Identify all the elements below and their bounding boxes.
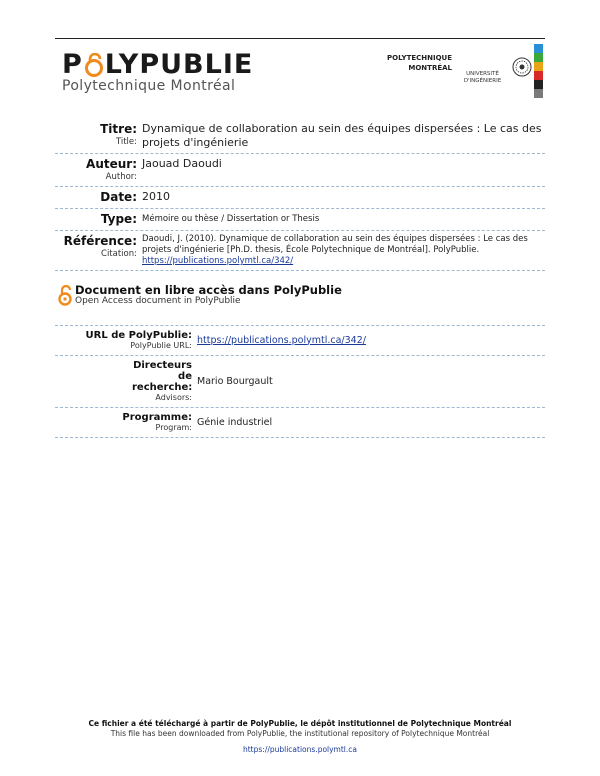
open-access-icon bbox=[58, 285, 72, 311]
color-bar-red bbox=[534, 71, 543, 80]
institution-line-2: MONTRÉAL bbox=[408, 64, 452, 72]
polypublie-url-label-fr: URL de PolyPublie: bbox=[85, 330, 192, 341]
program-row bbox=[55, 408, 545, 438]
polypublie-url-label-en: PolyPublie URL: bbox=[130, 341, 192, 350]
program-label-en: Program: bbox=[155, 423, 192, 432]
record-details bbox=[55, 325, 545, 438]
header-rule bbox=[55, 38, 545, 39]
color-bar-blue bbox=[534, 44, 543, 53]
color-bar-grey bbox=[534, 89, 543, 98]
citation-link[interactable]: https://publications.polymtl.ca/342/ bbox=[142, 256, 294, 266]
type-row bbox=[55, 209, 545, 231]
advisors-label-fr: Directeurs de recherche: bbox=[132, 360, 193, 393]
open-access-subtitle: Open Access document in PolyPublie bbox=[75, 296, 241, 306]
polypublie-url-label bbox=[55, 330, 197, 351]
citation-row bbox=[55, 231, 545, 271]
type-value: Mémoire ou thèse / Dissertation or Thesis bbox=[142, 214, 320, 224]
header bbox=[55, 38, 545, 106]
title-label-fr: Titre: bbox=[100, 122, 137, 136]
citation-label bbox=[55, 234, 140, 267]
date-label bbox=[55, 190, 140, 205]
advisors-label-en: Advisors: bbox=[155, 393, 192, 402]
program-value: Génie industriel bbox=[197, 416, 273, 428]
advisors-value: Mario Bourgault bbox=[197, 375, 273, 387]
title-row bbox=[55, 119, 545, 154]
title-label-en: Title: bbox=[115, 137, 137, 147]
author-label bbox=[55, 157, 140, 183]
polypublie-url-row bbox=[55, 326, 545, 356]
logo-subtitle: Polytechnique Montréal bbox=[62, 78, 236, 94]
brand-color-bars bbox=[534, 44, 543, 98]
title-value: Dynamique de collaboration au sein des équipes dispersées : Le cas des projets d'ingénierie bbox=[142, 122, 542, 149]
citation-label-fr: Référence: bbox=[63, 234, 137, 248]
institution-line-1: POLYTECHNIQUE bbox=[387, 54, 452, 62]
university-line-2: D'INGÉNIERIE bbox=[463, 78, 502, 84]
logo-letter-p: P bbox=[62, 49, 83, 80]
footer-line-fr: Ce fichier a été téléchargé à partir de PolyPublie, le dépôt institutionnel de Polytechnique Montréal bbox=[88, 719, 512, 728]
open-access-banner bbox=[58, 283, 548, 313]
university-tagline bbox=[455, 71, 510, 85]
logo-letters-rest: LYPUBLIE bbox=[104, 49, 254, 80]
open-lock-icon bbox=[84, 53, 104, 75]
polypublie-url-link[interactable]: https://publications.polymtl.ca/342/ bbox=[197, 334, 366, 346]
author-label-fr: Auteur: bbox=[86, 157, 137, 171]
author-value: Jaouad Daoudi bbox=[142, 157, 222, 170]
footer-url-link[interactable]: https://publications.polymtl.ca bbox=[242, 745, 357, 754]
logo-wordmark bbox=[62, 50, 253, 80]
date-value: 2010 bbox=[142, 190, 170, 203]
citation-value bbox=[140, 234, 545, 267]
type-label bbox=[55, 212, 140, 227]
open-access-title: Document en libre accès dans PolyPublie bbox=[75, 283, 342, 297]
seal-icon bbox=[512, 47, 532, 101]
footer bbox=[0, 719, 600, 755]
citation-label-en: Citation: bbox=[101, 249, 137, 259]
color-bar-green bbox=[534, 53, 543, 62]
author-row bbox=[55, 154, 545, 187]
author-label-en: Author: bbox=[105, 172, 137, 182]
date-label-fr: Date: bbox=[100, 190, 137, 204]
date-row bbox=[55, 187, 545, 209]
university-line-1: UNIVERSITÉ bbox=[466, 71, 499, 77]
type-label-fr: Type: bbox=[100, 212, 137, 226]
program-label bbox=[55, 412, 197, 433]
color-bar-black bbox=[534, 80, 543, 89]
metadata-table bbox=[55, 119, 545, 271]
polypublie-logo bbox=[62, 50, 253, 94]
polytechnique-logo bbox=[385, 44, 545, 104]
advisors-row bbox=[55, 356, 545, 408]
advisors-label bbox=[55, 360, 197, 403]
color-bar-yellow bbox=[534, 62, 543, 71]
polypublie-url-value bbox=[197, 330, 545, 351]
title-label bbox=[55, 122, 140, 150]
program-label-fr: Programme: bbox=[122, 412, 192, 423]
citation-text: Daoudi, J. (2010). Dynamique de collaboration au sein des équipes dispersées : Le cas des projets d'ingénierie [Ph.D. thesis, École Polytechnique de Montréal]. PolyPublie. bbox=[142, 234, 528, 255]
institution-name bbox=[385, 53, 452, 73]
footer-line-en: This file has been downloaded from PolyPublie, the institutional repository of Polytechnique Montréal bbox=[110, 729, 490, 738]
